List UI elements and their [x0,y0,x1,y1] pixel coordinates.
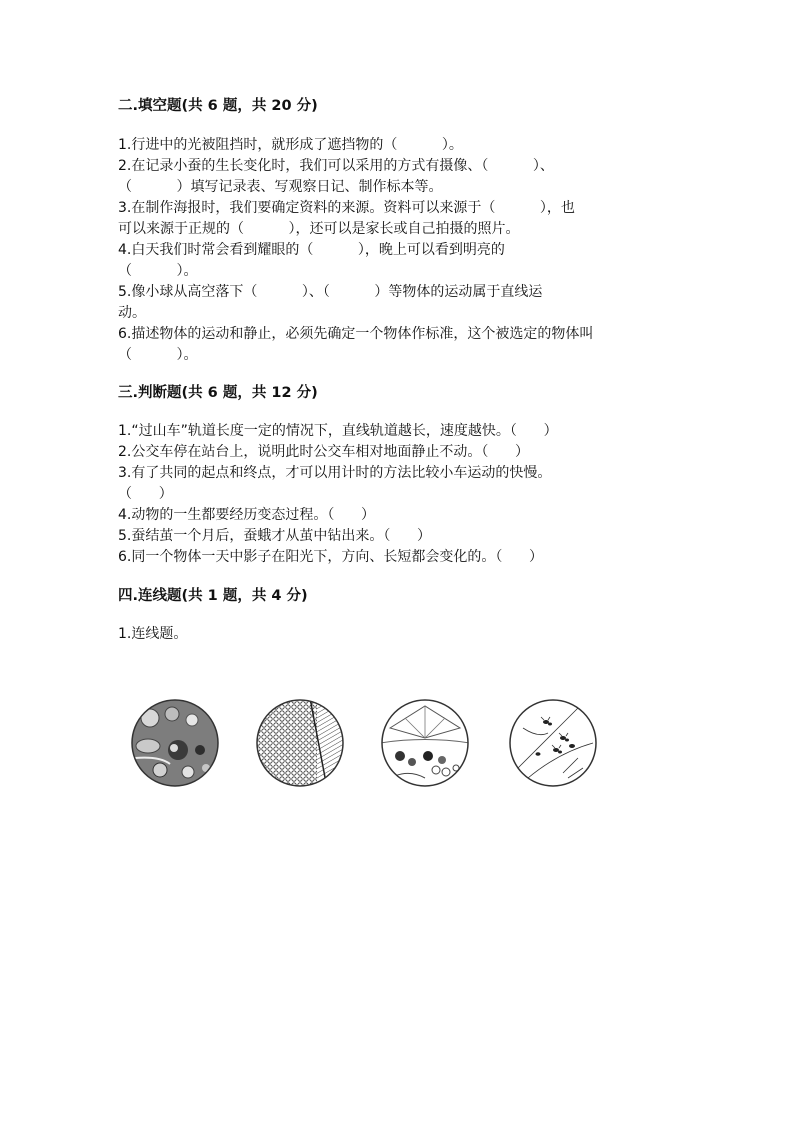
true-false-questions [118,421,558,568]
question-line: 1.“过山车”轨道长度一定的情况下，直线轨道越长，速度越快。（ ） [118,423,558,439]
question-line: 1.连线题。 [118,626,188,642]
question-line: 2.公交车停在站台上，说明此时公交车相对地面静止不动。（ ） [118,444,530,460]
pond-scene-icon [380,698,470,788]
question-line: （ ）。 [118,263,198,279]
microscope-cells-icon [130,698,220,788]
matching-questions [118,624,187,645]
question-line: 3.在制作海报时，我们要确定资料的来源。资料可以来源于（ ），也 [118,200,575,216]
question-line: 1.行进中的光被阻挡时，就形成了遮挡物的（ ）。 [118,137,463,153]
question-line: （ ）填写记录表、写观察日记、制作标本等。 [118,179,443,195]
question-line: 5.蚕结茧一个月后，蚕蛾才从茧中钻出来。（ ） [118,528,432,544]
ants-on-plant-icon [508,698,598,788]
question-line: 3.有了共同的起点和终点，才可以用计时的方法比较小车运动的快慢。 [118,465,552,481]
question-line: 可以来源于正规的（ ），还可以是家长或自己拍摄的照片。 [118,221,520,237]
honeycomb-tissue-icon [255,698,345,788]
fill-blank-questions [118,135,593,366]
question-line: 4.动物的一生都要经历变态过程。（ ） [118,507,376,523]
matching-images [130,698,610,793]
question-line: 5.像小球从高空落下（ ）、（ ）等物体的运动属于直线运 [118,284,543,300]
section-heading-matching: 四.连线题(共 1 题，共 4 分) [118,588,308,604]
question-line: 6.描述物体的运动和静止，必须先确定一个物体作标准，这个被选定的物体叫 [118,326,594,342]
section-heading-fill-blank: 二.填空题(共 6 题，共 20 分) [118,98,318,114]
section-heading-true-false: 三.判断题(共 6 题，共 12 分) [118,385,318,401]
question-line: 2.在记录小蚕的生长变化时，我们可以采用的方式有摄像、（ ）、 [118,158,554,174]
question-line: 4.白天我们时常会看到耀眼的（ ），晚上可以看到明亮的 [118,242,505,258]
question-line: 6.同一个物体一天中影子在阳光下，方向、长短都会变化的。（ ） [118,549,544,565]
question-line: （ ）。 [118,347,198,363]
question-line: （ ） [118,486,173,502]
question-line: 动。 [118,305,146,321]
